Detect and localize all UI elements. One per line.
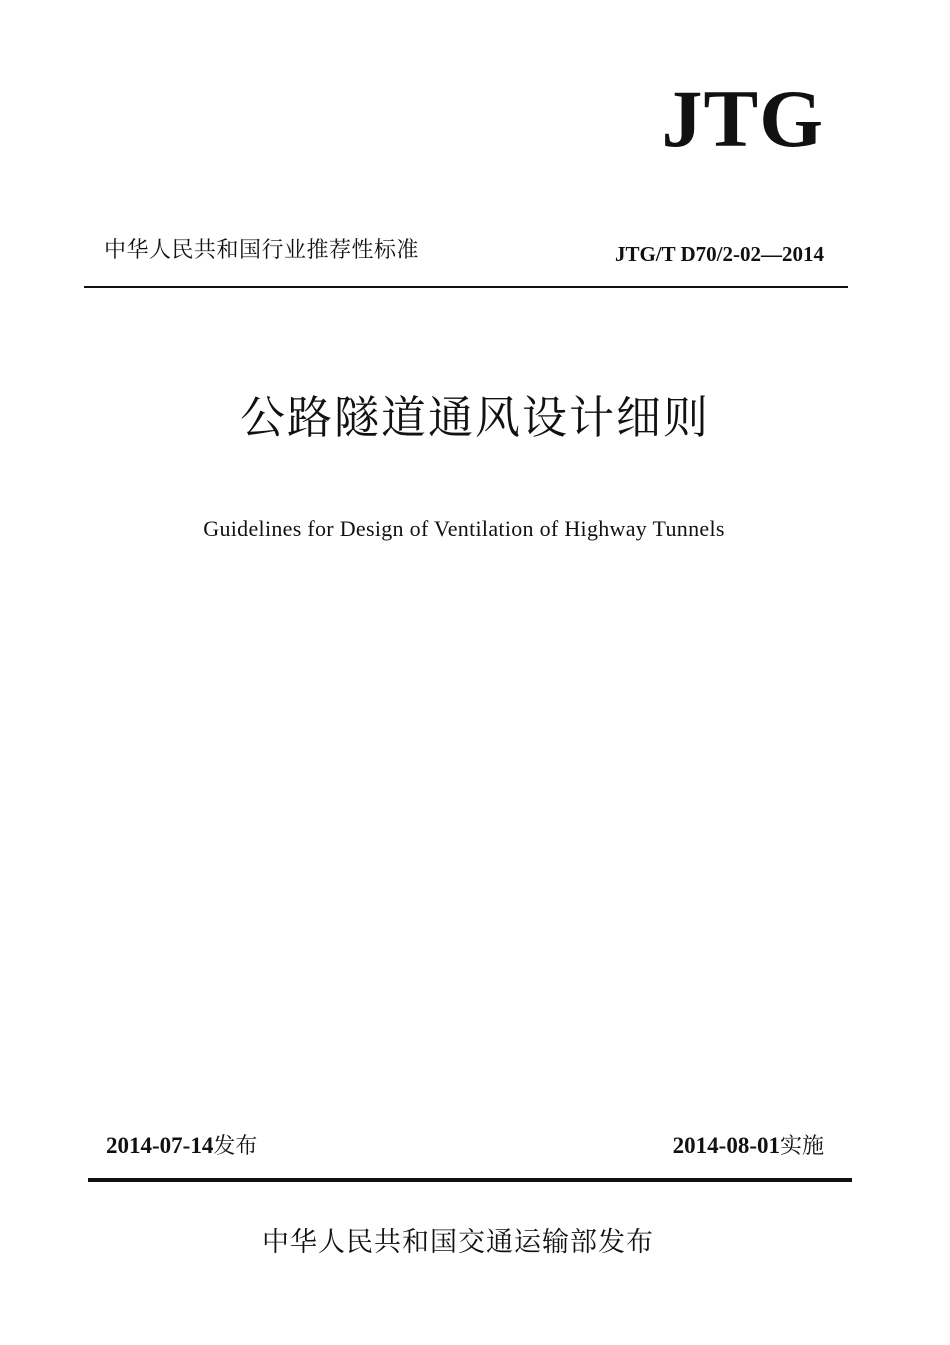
standard-category: 中华人民共和国行业推荐性标准: [104, 238, 420, 263]
issue-date-block: [106, 1130, 257, 1163]
publisher: 中华人民共和国交通运输部发布: [262, 1227, 654, 1258]
bottom-divider: [88, 1178, 852, 1182]
implementation-date: 2014-08-01: [672, 1133, 780, 1158]
issue-date: 2014-07-14: [106, 1133, 214, 1158]
standard-number: JTG/T D70/2-02—2014: [614, 242, 824, 266]
issue-label: 发布: [213, 1134, 258, 1159]
implementation-label: 实施: [779, 1134, 824, 1159]
top-divider: [84, 286, 848, 288]
implementation-date-block: [673, 1130, 824, 1163]
jtg-logo: JTG: [661, 73, 824, 164]
document-title-chinese: 公路隧道通风设计细则: [239, 391, 710, 444]
document-title-english: Guidelines for Design of Ventilation of Highway Tunnels: [203, 516, 725, 541]
